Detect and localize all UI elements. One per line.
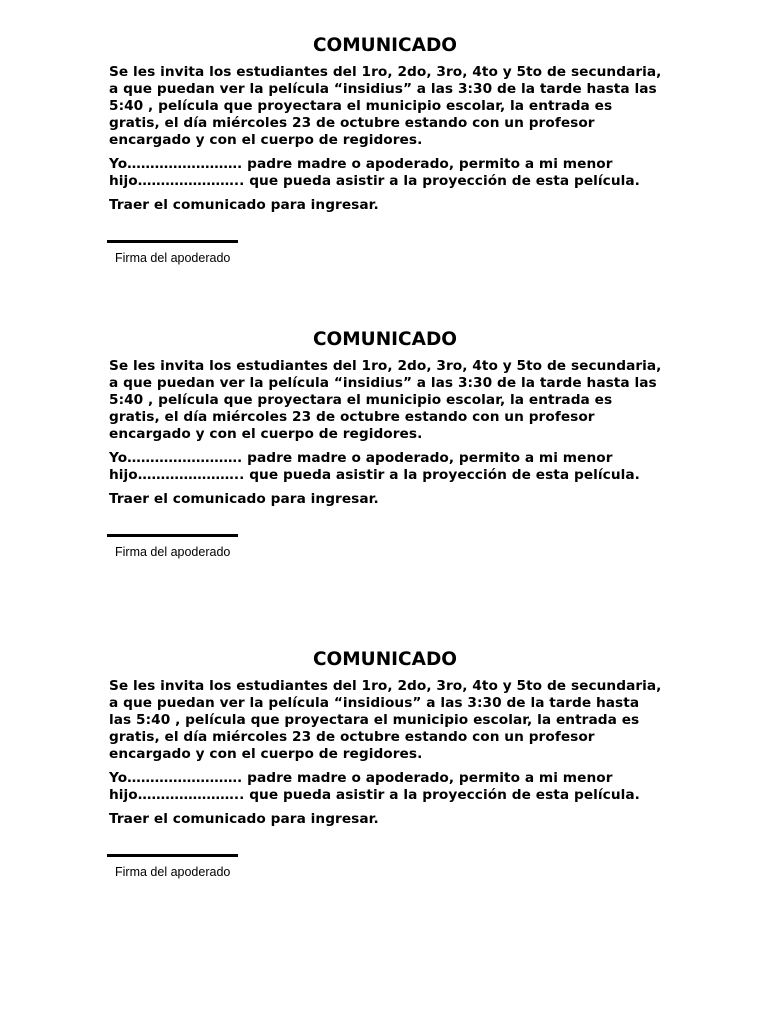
signature-line	[107, 534, 238, 537]
signature-label: Firma del apoderado	[115, 251, 231, 265]
notice-title: COMUNICADO	[312, 35, 458, 56]
permission-paragraph: Yo……………………. padre madre o apoderado, permito a mi menor hijo………………….. que pueda asistir a la proyección de esta película.	[109, 450, 640, 483]
signature-line	[107, 854, 238, 857]
notice-1	[109, 34, 665, 266]
notice-2	[109, 328, 665, 560]
signature-label: Firma del apoderado	[115, 545, 231, 559]
notice-3	[109, 648, 665, 880]
invitation-paragraph: Se les invita los estudiantes del 1ro, 2do, 3ro, 4to y 5to de secundaria, a que puedan ver la película “insidious” a las 3:30 de la tarde hasta las 5:40 , película que proyectara el municipio escolar, la entrada es gratis, el día miércoles 23 de octubre estando con un profesor encargado y con el cuerpo de regidores.	[109, 678, 662, 762]
invitation-paragraph: Se les invita los estudiantes del 1ro, 2do, 3ro, 4to y 5to de secundaria, a que puedan ver la película “insidius” a las 3:30 de la tarde hasta las 5:40 , película que proyectara el municipio escolar, la entrada es gratis, el día miércoles 23 de octubre estando con un profesor encargado y con el cuerpo de regidores.	[109, 64, 662, 148]
signature-block	[107, 240, 239, 266]
permission-paragraph: Yo……………………. padre madre o apoderado, permito a mi menor hijo………………….. que pueda asistir a la proyección de esta película.	[109, 770, 640, 803]
signature-label: Firma del apoderado	[115, 865, 231, 879]
signature-block	[107, 854, 239, 880]
signature-block	[107, 534, 239, 560]
notice-title: COMUNICADO	[312, 649, 458, 670]
invitation-paragraph: Se les invita los estudiantes del 1ro, 2do, 3ro, 4to y 5to de secundaria, a que puedan ver la película “insidius” a las 3:30 de la tarde hasta las 5:40 , película que proyectara el municipio escolar, la entrada es gratis, el día miércoles 23 de octubre estando con un profesor encargado y con el cuerpo de regidores.	[109, 358, 662, 442]
signature-line	[107, 240, 238, 243]
instruction-paragraph: Traer el comunicado para ingresar.	[109, 811, 379, 827]
instruction-paragraph: Traer el comunicado para ingresar.	[109, 491, 379, 507]
notice-title: COMUNICADO	[312, 329, 458, 350]
instruction-paragraph: Traer el comunicado para ingresar.	[109, 197, 379, 213]
permission-paragraph: Yo……………………. padre madre o apoderado, permito a mi menor hijo………………….. que pueda asistir a la proyección de esta película.	[109, 156, 640, 189]
